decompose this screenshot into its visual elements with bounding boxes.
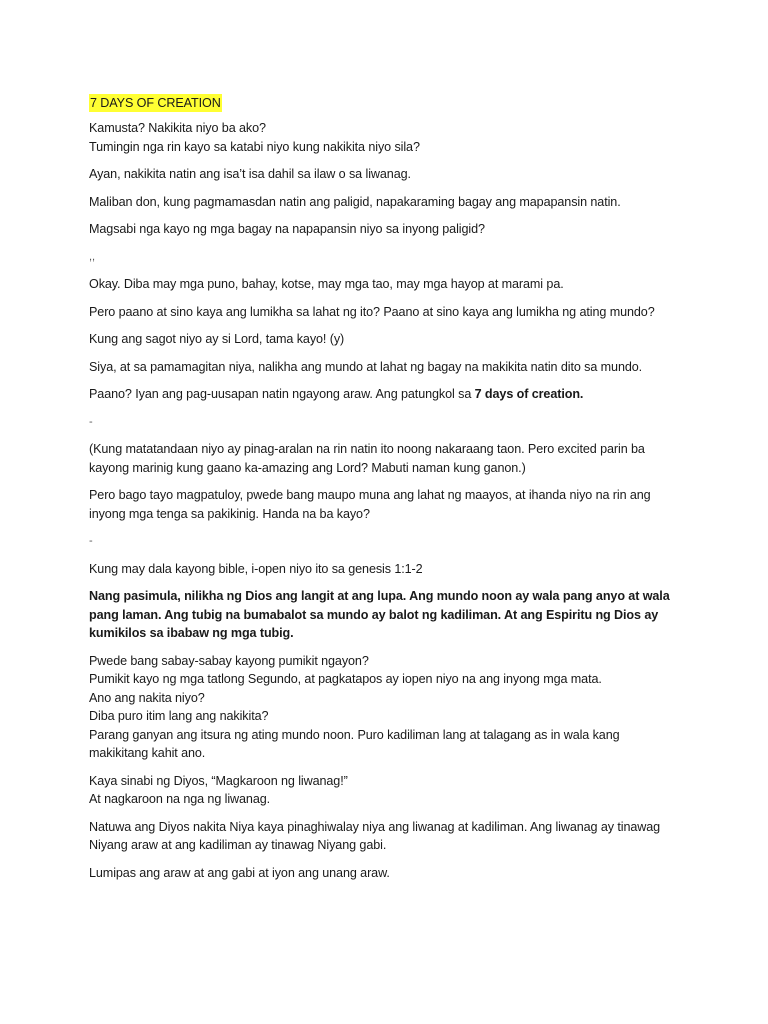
separator-mark: - [89, 535, 93, 547]
topic-bold: 7 days of creation. [474, 387, 584, 401]
paragraph-prepare [89, 486, 689, 523]
paragraph-light: Ayan, nakikita natin ang isa’t isa dahil sa ilaw o sa liwanag. [89, 167, 411, 181]
paragraph-line: Kamusta? Nakikita niyo ba ako? [89, 121, 266, 135]
paragraph-line: (Kung matatandaan niyo ay pinag-aralan na rin natin ito noong nakaraang taon. Pero excited parin ba [89, 442, 645, 456]
paragraph-let-there-be-light [89, 772, 689, 809]
paragraph-line: kumikilos sa ibabaw ng mga tubig. [89, 626, 294, 640]
paragraph-greeting [89, 119, 689, 156]
paragraph-line: Parang ganyan ang itsura ng ating mundo noon. Puro kadiliman lang at talagang as in wala kang [89, 727, 620, 742]
paragraph-answers: Okay. Diba may mga puno, bahay, kotse, may mga tao, may mga hayop at marami pa. [89, 277, 564, 291]
paragraph-line: Nang pasimula, nilikha ng Dios ang langit at ang lupa. Ang mundo noon ay wala pang anyo at wala [89, 589, 670, 603]
document-title: 7 DAYS OF CREATION [90, 96, 221, 110]
paragraph-first-day: Lumipas ang araw at ang gabi at iyon ang unang araw. [89, 865, 390, 880]
paragraph-line: inyong mga tenga sa pakikinig. Handa na ba kayo? [89, 506, 370, 521]
paragraph-line: Pero bago tayo magpatuloy, pwede bang maupo muna ang lahat ng maayos, at ihanda niyo na rin ang [89, 488, 651, 502]
paragraph-bible: Kung may dala kayong bible, i-open niyo ito sa genesis 1:1-2 [89, 561, 423, 576]
paragraph-line: Pwede bang sabay-sabay kayong pumikit ngayon? [89, 653, 369, 668]
paragraph-line: Tumingin nga rin kayo sa katabi niyo kung nakikita niyo sila? [89, 139, 420, 154]
paragraph-line: At nagkaroon na nga ng liwanag. [89, 792, 271, 806]
paragraph-line: kayong marinig kung gaano ka-amazing ang Lord? Mabuti naman kung ganon.) [89, 460, 526, 475]
paragraph-question: Magsabi nga kayo ng mga bagay na napapansin niyo sa inyong paligid? [89, 222, 485, 236]
paragraph-line: Diba puro itim lang ang nakikita? [89, 709, 269, 723]
paragraph-reminder [89, 440, 689, 477]
paragraph-line: Niyang araw at ang kadiliman ay tinawag Niyang gabi. [89, 838, 387, 852]
paragraph-line: Natuwa ang Diyos nakita Niya kaya pinaghiwalay niya ang liwanag at kadiliman. Ang liwanag ay tinawag [89, 819, 661, 834]
paragraph-lord: Kung ang sagot niyo ay si Lord, tama kayo! (y) [89, 332, 345, 346]
paragraph-close-eyes [89, 652, 689, 763]
paragraph-day-night [89, 818, 689, 855]
paragraph-topic [89, 385, 689, 404]
separator-mark: - [89, 415, 93, 428]
paragraph-line: pang laman. Ang tubig na bumabalot sa mundo ay balot ng kadiliman. At ang Espiritu ng Dios ay [89, 607, 659, 622]
paragraph-line: Pumikit kayo ng mga tatlong Segundo, at pagkatapos ay iopen niyo na ang inyong mga mata. [89, 672, 602, 686]
paragraph-line: Ano ang nakita niyo? [89, 690, 205, 705]
paragraph-creation: Siya, at sa pamamagitan niya, nalikha ang mundo at lahat ng bagay na makikita natin dito sa mundo. [89, 359, 643, 374]
paragraph-line: makikitang kahit ano. [89, 746, 206, 760]
document-page [89, 94, 689, 891]
topic-text: Paano? Iyan ang pag-uusapan natin ngayong araw. Ang patungkol sa [89, 387, 475, 401]
separator-mark: ,, [89, 250, 95, 263]
paragraph-who-created: Pero paano at sino kaya ang lumikha sa lahat ng ito? Paano at sino kaya ang lumikha ng ating mundo? [89, 304, 655, 319]
paragraph-surroundings: Maliban don, kung pagmamasdan natin ang paligid, napakaraming bagay ang mapapansin natin. [89, 194, 621, 209]
paragraph-line: Kaya sinabi ng Diyos, “Magkaroon ng liwanag!” [89, 773, 348, 788]
paragraph-genesis-quote [89, 587, 689, 643]
